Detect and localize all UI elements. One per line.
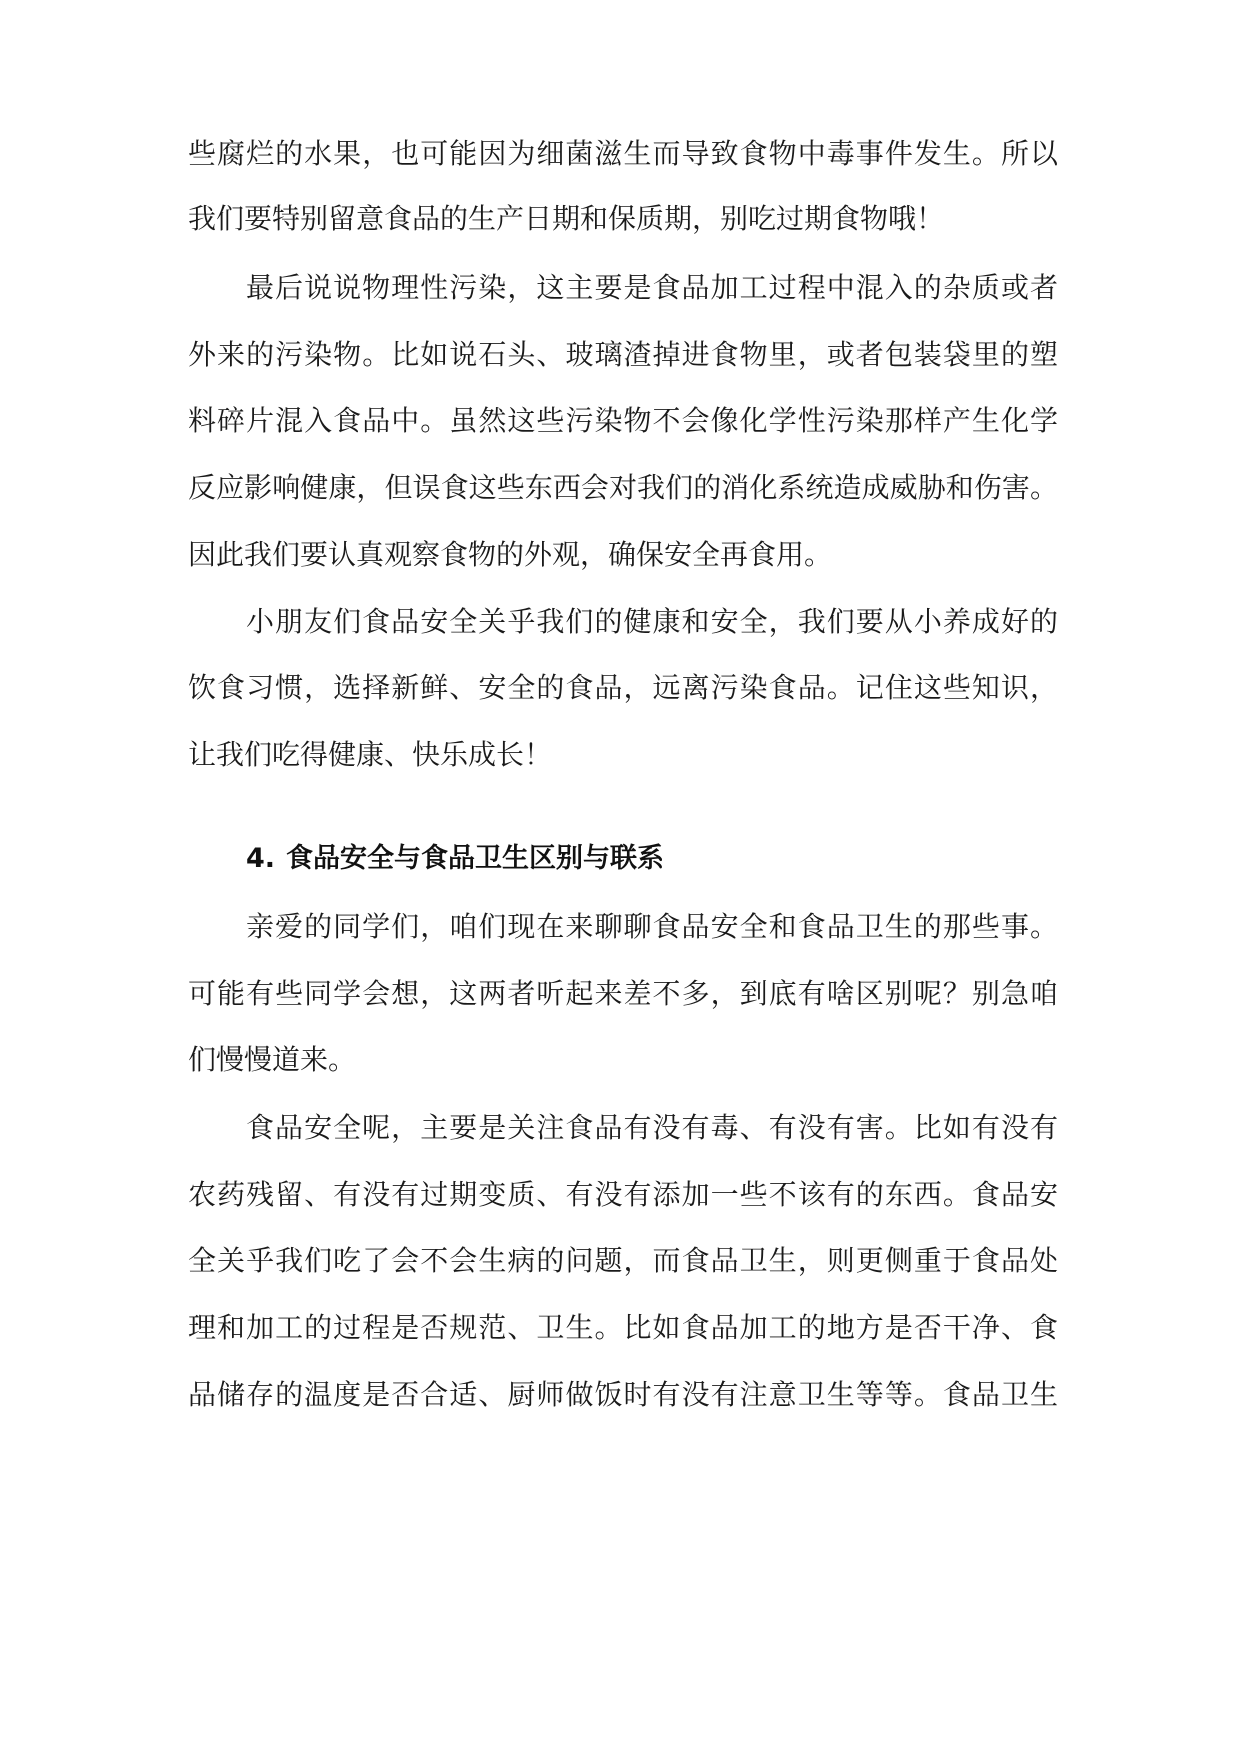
- paragraph-line: 全关乎我们吃了会不会生病的问题，而食品卫生，则更侧重于食品处: [188, 1244, 1058, 1277]
- paragraph-line: 可能有些同学会想，这两者听起来差不多，到底有啥区别呢？别急咱: [188, 977, 1058, 1010]
- paragraph-line: 亲爱的同学们，咱们现在来聊聊食品安全和食品卫生的那些事。: [246, 910, 1058, 943]
- paragraph-line: 外来的污染物。比如说石头、玻璃渣掉进食物里，或者包装袋里的塑: [188, 338, 1058, 371]
- paragraph-line: 饮食习惯，选择新鲜、安全的食品，远离污染食品。记住这些知识，: [188, 671, 1058, 704]
- section-number: 4.: [246, 843, 276, 874]
- paragraph-line: 们慢慢道来。: [188, 1043, 357, 1076]
- paragraph-line: 因此我们要认真观察食物的外观，确保安全再食用。: [188, 538, 833, 571]
- paragraph-line: 农药残留、有没有过期变质、有没有添加一些不该有的东西。食品安: [188, 1178, 1058, 1211]
- paragraph-line: 品储存的温度是否合适、厨师做饭时有没有注意卫生等等。食品卫生: [188, 1378, 1058, 1411]
- paragraph-line: 些腐烂的水果，也可能因为细菌滋生而导致食物中毒事件发生。所以: [188, 137, 1058, 170]
- paragraph-line: 反应影响健康，但误食这些东西会对我们的消化系统造成威胁和伤害。: [188, 471, 1058, 504]
- paragraph-line: 让我们吃得健康、快乐成长！: [188, 738, 553, 771]
- paragraph-line: 我们要特别留意食品的生产日期和保质期，别吃过期食物哦！: [188, 202, 945, 235]
- paragraph-line: 食品安全呢，主要是关注食品有没有毒、有没有害。比如有没有: [246, 1111, 1058, 1144]
- paragraph-line: 小朋友们食品安全关乎我们的健康和安全，我们要从小养成好的: [246, 605, 1058, 638]
- section-title: 食品安全与食品卫生区别与联系: [286, 843, 664, 874]
- section-heading: [246, 834, 664, 884]
- paragraph-line: 理和加工的过程是否规范、卫生。比如食品加工的地方是否干净、食: [188, 1311, 1058, 1344]
- paragraph-line: 最后说说物理性污染，这主要是食品加工过程中混入的杂质或者: [246, 271, 1058, 304]
- paragraph-line: 料碎片混入食品中。虽然这些污染物不会像化学性污染那样产生化学: [188, 404, 1058, 437]
